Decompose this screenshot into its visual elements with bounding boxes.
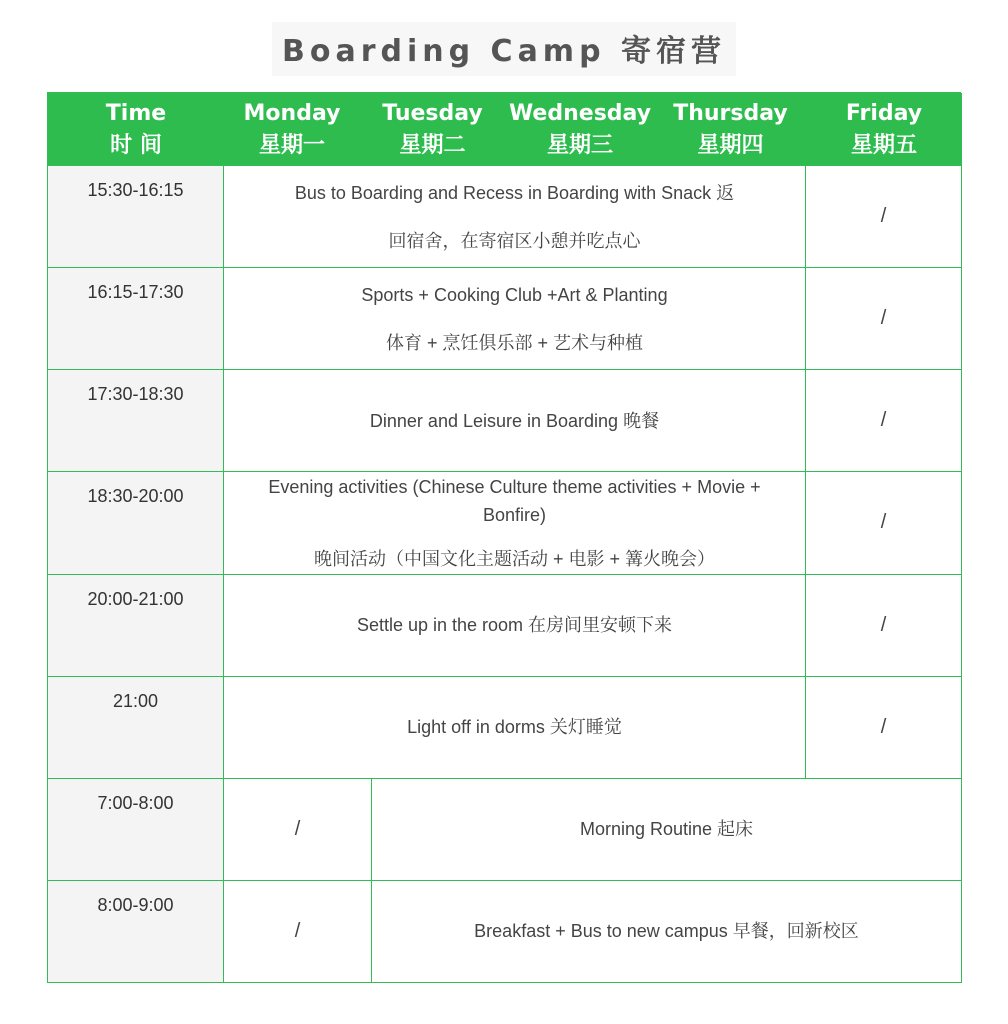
header-day-en: Monday	[243, 100, 341, 126]
title-area	[0, 22, 1008, 76]
header-day-cn: 星期二	[399, 132, 466, 158]
activity-cell	[224, 268, 806, 370]
header-time	[48, 93, 224, 166]
friday-cell: /	[806, 370, 962, 472]
header-tuesday	[360, 93, 505, 166]
header-day-en: Tuesday	[382, 100, 483, 126]
activity-en: Sports + Cooking Club +Art & Planting	[361, 284, 668, 305]
activity-en: Breakfast + Bus to new campus 早餐，回新校区	[474, 921, 859, 942]
time-cell: 16:15-17:30	[48, 268, 224, 370]
header-day-cn: 星期一	[258, 132, 325, 158]
header-day-cn: 星期三	[546, 132, 613, 158]
time-cell: 7:00-8:00	[48, 779, 224, 881]
activity-en: Morning Routine 起床	[579, 819, 754, 840]
activity-cn: 回宿舍，在寄宿区小憩并吃点心	[388, 230, 641, 251]
activity-en: Bus to Boarding and Recess in Boarding with Snack 返	[294, 182, 735, 203]
header-day-en: Thursday	[673, 100, 788, 126]
header-day-en: Friday	[845, 100, 923, 126]
header-wednesday	[505, 93, 655, 166]
activity-cn: 体育 + 烹饪俱乐部 + 艺术与种植	[385, 332, 644, 353]
activity-en: Settle up in the room 在房间里安顿下来	[356, 615, 673, 636]
activity-cell	[224, 575, 806, 677]
activity-cell	[224, 166, 806, 268]
header-day-cn: 星期四	[697, 132, 764, 158]
friday-cell: /	[806, 575, 962, 677]
time-cell: 18:30-20:00	[48, 472, 224, 574]
activity-cell	[372, 779, 962, 881]
monday-cell: /	[224, 779, 372, 881]
time-cell: 15:30-16:15	[48, 166, 224, 268]
schedule-table	[47, 92, 961, 983]
monday-cell: /	[224, 881, 372, 983]
header-friday	[806, 93, 962, 166]
activity-en: Light off in dorms 关灯睡觉	[407, 717, 622, 738]
header-monday	[224, 93, 360, 166]
time-cell: 17:30-18:30	[48, 370, 224, 472]
time-cell: 20:00-21:00	[48, 575, 224, 677]
header-time-cn: 时 间	[110, 132, 162, 158]
table-header	[48, 93, 962, 166]
friday-cell: /	[806, 472, 962, 574]
activity-en: Evening activities (Chinese Culture theme activities + Movie + Bonfire)	[268, 476, 761, 525]
activity-cn: 晚间活动（中国文化主题活动 + 电影 + 篝火晚会）	[313, 548, 716, 569]
friday-cell: /	[806, 166, 962, 268]
header-time-en: Time	[105, 100, 167, 126]
friday-cell: /	[806, 268, 962, 370]
activity-cell	[224, 677, 806, 779]
friday-cell: /	[806, 677, 962, 779]
activity-cell	[372, 881, 962, 983]
time-cell: 8:00-9:00	[48, 881, 224, 983]
header-day-cn: 星期五	[850, 132, 917, 158]
time-cell: 21:00	[48, 677, 224, 779]
activity-en: Dinner and Leisure in Boarding 晚餐	[369, 410, 660, 431]
header-day-en: Wednesday	[508, 100, 652, 126]
header-thursday	[655, 93, 806, 166]
activity-cell	[224, 370, 806, 472]
page-title: Boarding Camp 寄宿营	[272, 22, 736, 76]
activity-cell	[224, 472, 806, 574]
